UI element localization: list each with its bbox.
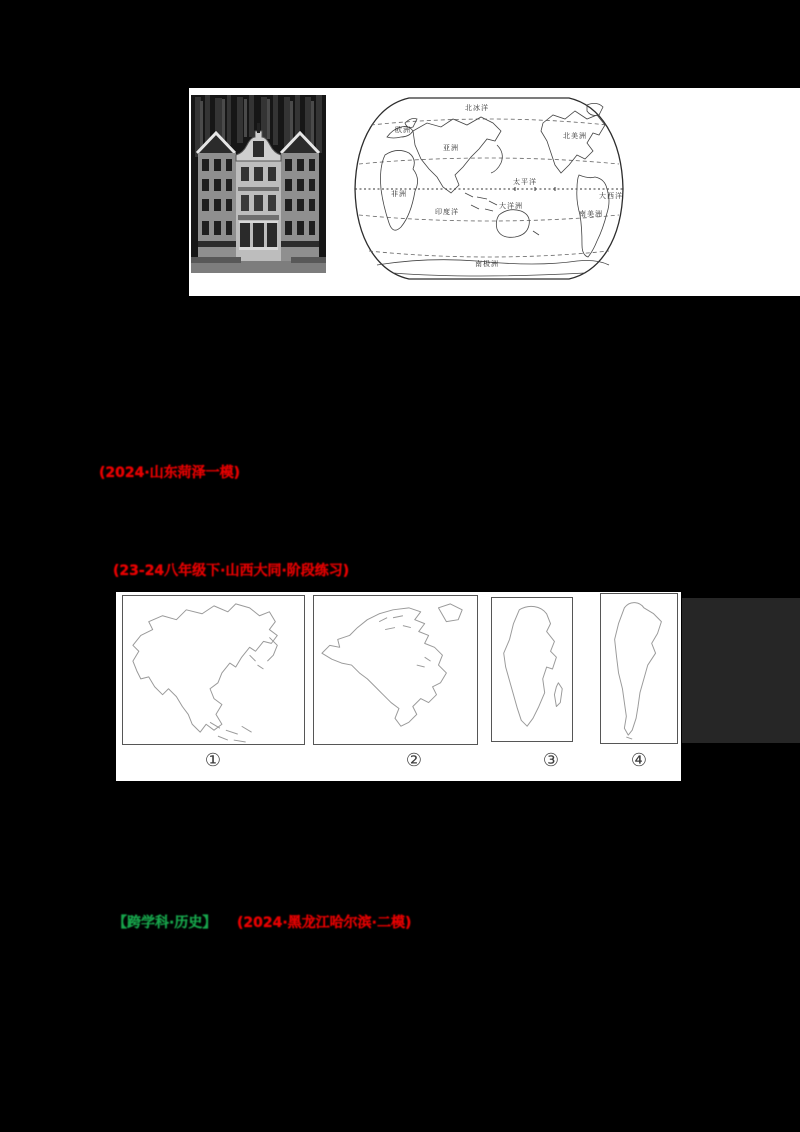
figure-label-2: ②: [405, 750, 423, 771]
building-photo-image: [191, 95, 326, 273]
africa-outline-drawing: [492, 598, 572, 741]
map-label-antarctica: 南极洲: [475, 260, 499, 268]
map-label-indian-ocean: 印度洋: [435, 208, 459, 216]
map-label-atlantic-ocean: 大西洋: [599, 192, 623, 200]
south-america-outline-drawing: [601, 594, 677, 743]
map-label-europe: 欧洲: [395, 126, 411, 134]
question3-category-tag: 【跨学科·历史】: [113, 915, 217, 931]
figure-label-1: ①: [204, 750, 222, 771]
map-label-asia: 亚洲: [443, 144, 459, 152]
figure-label-3: ③: [542, 750, 560, 771]
asia-outline-map: [122, 595, 305, 745]
north-america-outline-drawing: [314, 596, 477, 744]
map-label-south-america: 南美洲: [579, 210, 603, 218]
world-map-drawing: [347, 93, 631, 285]
south-america-outline-map: [600, 593, 678, 744]
map-label-pacific-ocean: 太平洋: [513, 178, 537, 186]
map-label-north-america: 北美洲: [563, 132, 587, 140]
gray-filler-block: [682, 598, 800, 743]
figure-label-4: ④: [630, 750, 648, 771]
top-figure-panel: [189, 88, 800, 296]
map-label-oceania: 大洋洲: [499, 202, 523, 210]
north-america-outline-map: [313, 595, 478, 745]
map-label-africa: 非洲: [391, 190, 407, 198]
question1-source-tag: (2024·山东菏泽一模): [99, 465, 241, 481]
building-photo-drawing: [191, 95, 326, 273]
world-map-image: [347, 93, 631, 285]
question2-source-tag: (23-24八年级下·山西大同·阶段练习): [113, 563, 350, 579]
question3-source-tag: (2024·黑龙江哈尔滨·二模): [237, 915, 412, 931]
africa-outline-map: [491, 597, 573, 742]
map-label-arctic-ocean: 北冰洋: [465, 104, 489, 112]
asia-outline-drawing: [123, 596, 304, 744]
continent-figure-strip: [116, 592, 681, 781]
